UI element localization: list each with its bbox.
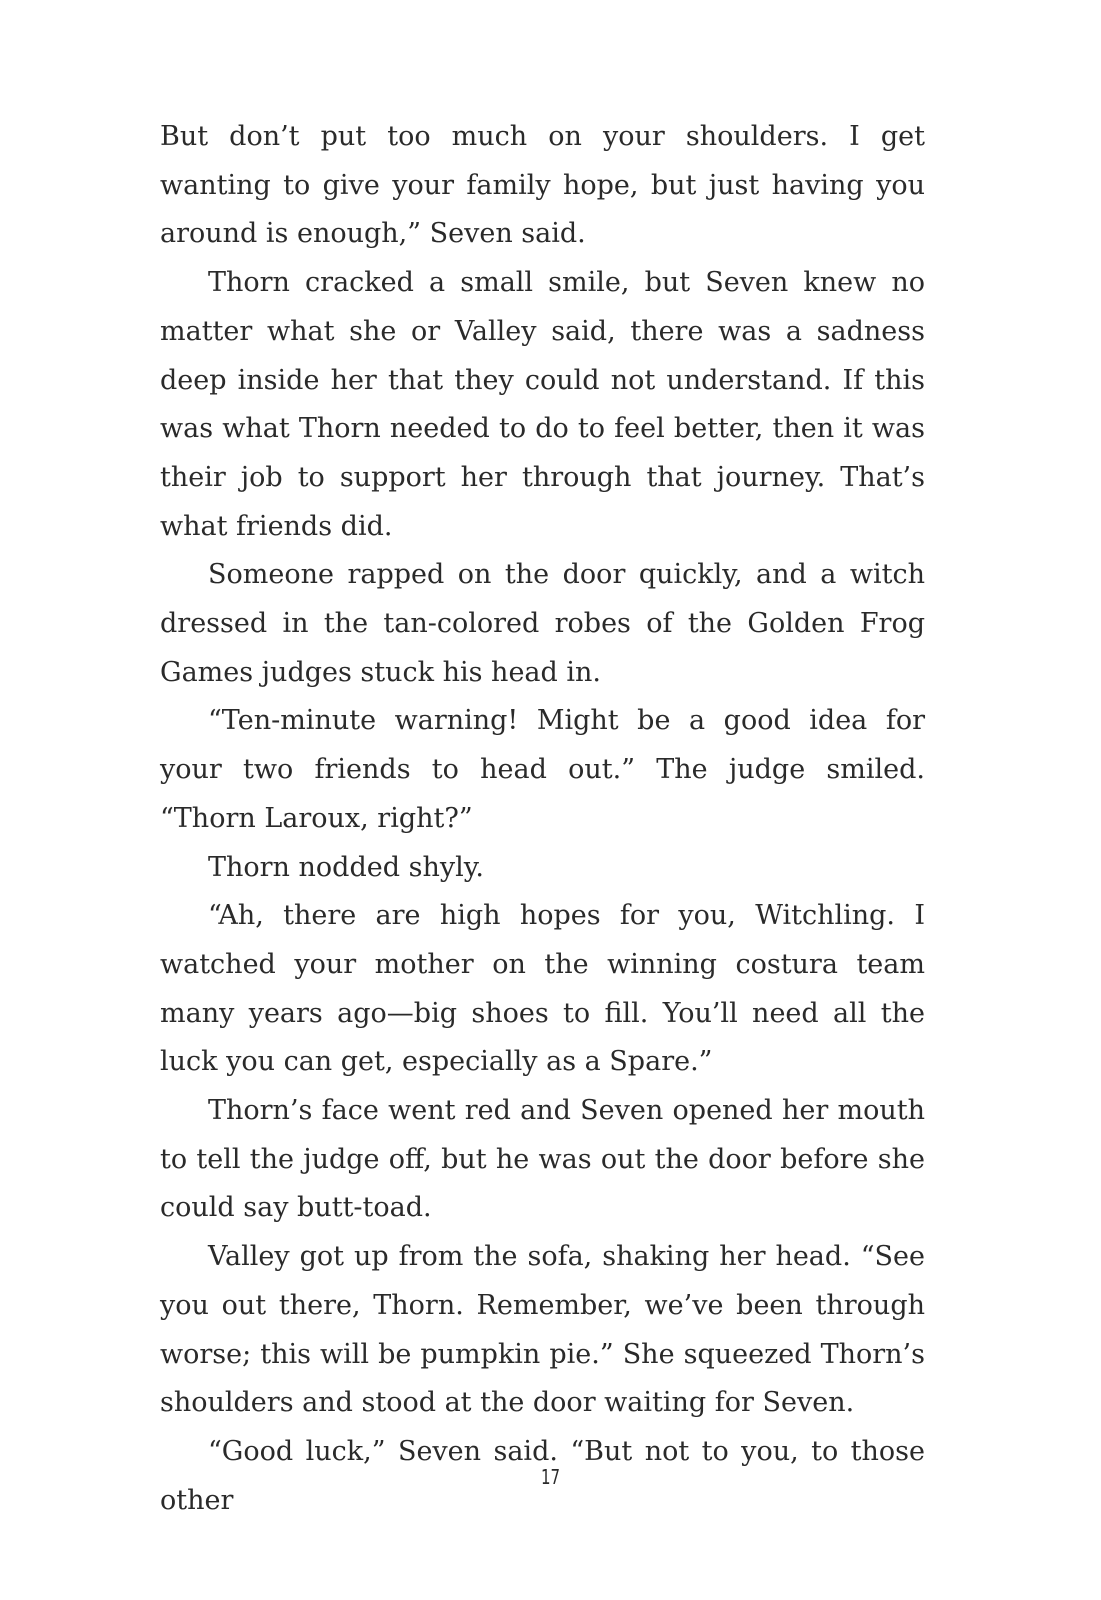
paragraph: Thorn’s face went red and Seven opened her mouth to tell the judge off, but he was out the door before she could say butt-toad. xyxy=(160,1095,925,1224)
paragraph: Thorn nodded shyly. xyxy=(208,851,484,883)
body-text xyxy=(160,113,925,1525)
paragraph: Thorn cracked a small smile, but Seven knew no matter what she or Valley said, there was a sadness deep inside her that they could not understand. If this was what Thorn needed to do to feel better, then it was their job to support her through that journey. That’s what friends did. xyxy=(160,267,925,542)
paragraph: “Ten-minute warning! Might be a good idea for your two friends to head out.” The judge smiled. “Thorn Laroux, right?” xyxy=(160,705,925,834)
paragraph-last: “Good luck,” Seven said. “But not to you, to those other xyxy=(160,1435,925,1516)
paragraph: Valley got up from the sofa, shaking her head. “See you out there, Thorn. Remember, we’ve been through worse; this will be pumpkin pie.” She squeezed Thorn’s shoulders and stood at the door waiting for Seven. xyxy=(160,1241,925,1419)
paragraph: Someone rapped on the door quickly, and a witch dressed in the tan-colored robes of the Golden Frog Games judges stuck his head in. xyxy=(160,559,925,688)
paragraph-continued: But don’t put too much on your shoulders. I get wanting to give your family hope, but just having you around is enough,” Seven said. xyxy=(160,121,925,250)
page-number: 17 xyxy=(540,1465,561,1489)
paragraph: “Ah, there are high hopes for you, Witchling. I watched your mother on the winning costura team many years ago—big shoes to fill. You’ll need all the luck you can get, especially as a Spare.” xyxy=(160,900,925,1078)
